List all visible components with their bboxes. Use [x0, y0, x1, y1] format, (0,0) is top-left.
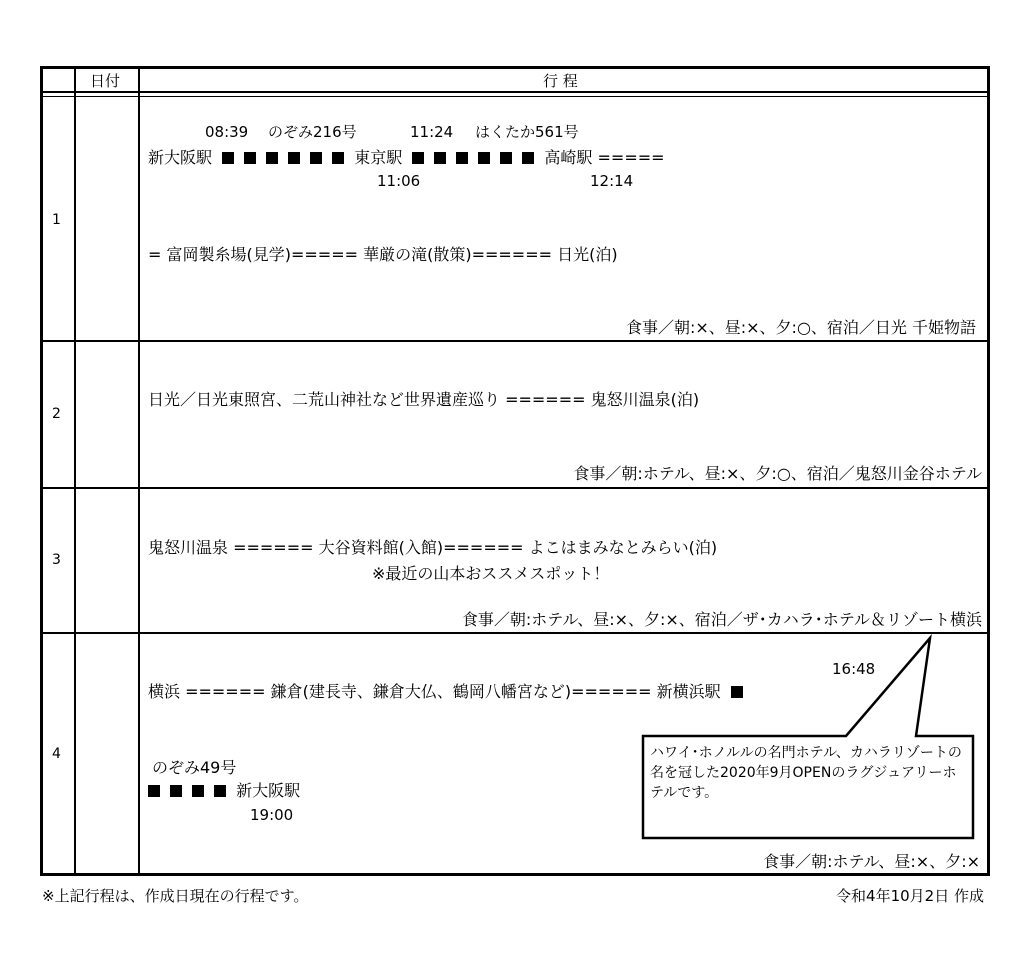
header-itinerary: 行 程	[543, 72, 578, 90]
station-name: 高崎駅	[544, 148, 593, 167]
day-number: 2	[52, 406, 61, 422]
train-name: のぞみ216号	[268, 123, 357, 141]
station-name: 新大阪駅	[148, 148, 213, 167]
recommendation-note: ※最近の山本おススメスポット！	[372, 564, 610, 583]
arrival-time: 12:14	[590, 172, 634, 190]
meals-lodging: 食事／朝:ホテル、昼:×、夕:×	[763, 852, 980, 871]
station-name: 東京駅	[354, 148, 403, 167]
route-line: 鬼怒川温泉 ====== 大谷資料館(入館)====== よこはまみなとみらい(泊)	[148, 538, 718, 557]
day-number: 1	[52, 212, 61, 228]
callout-text: ハワイ･ホノルルの名門ホテル、カハラリゾートの名を冠した2020年9月OPENのラグジュアリーホテルです。	[650, 745, 962, 801]
day-number: 3	[52, 552, 61, 568]
meals-lodging: 食事／朝:×、昼:×、夕:○、宿泊／日光 千姫物語	[625, 318, 976, 337]
arrival-time: 19:00	[250, 806, 294, 824]
station-name: 新大阪駅	[236, 781, 301, 800]
meals-lodging: 食事／朝:ホテル、昼:×、夕:×、宿泊／ザ･カハラ･ホテル＆リゾート横浜	[461, 610, 982, 629]
route-line: 日光／日光東照宮、二荒山神社など世界遺産巡り ====== 鬼怒川温泉(泊)	[148, 390, 700, 409]
train-name: はくたか561号	[475, 123, 579, 141]
route-text: 横浜 ====== 鎌倉(建長寺、鎌倉大仏、鶴岡八幡宮など)====== 新横浜駅	[148, 682, 721, 701]
departure-time: 16:48	[832, 660, 876, 678]
route-trail: =====	[597, 148, 665, 167]
footer-note: ※上記行程は、作成日現在の行程です。	[42, 887, 309, 905]
departure-time: 11:24	[410, 123, 454, 141]
departure-time: 08:39	[205, 123, 249, 141]
train-name: のぞみ49号	[152, 758, 237, 777]
route-line: = 富岡製糸場(見学)===== 華厳の滝(散策)====== 日光(泊)	[148, 245, 618, 264]
arrival-time: 11:06	[377, 172, 421, 190]
meals-lodging: 食事／朝:ホテル、昼:×、夕:○、宿泊／鬼怒川金谷ホテル	[573, 464, 982, 483]
created-date: 令和4年10月2日 作成	[836, 887, 984, 905]
header-date: 日付	[90, 72, 121, 90]
day-number: 4	[52, 746, 61, 762]
